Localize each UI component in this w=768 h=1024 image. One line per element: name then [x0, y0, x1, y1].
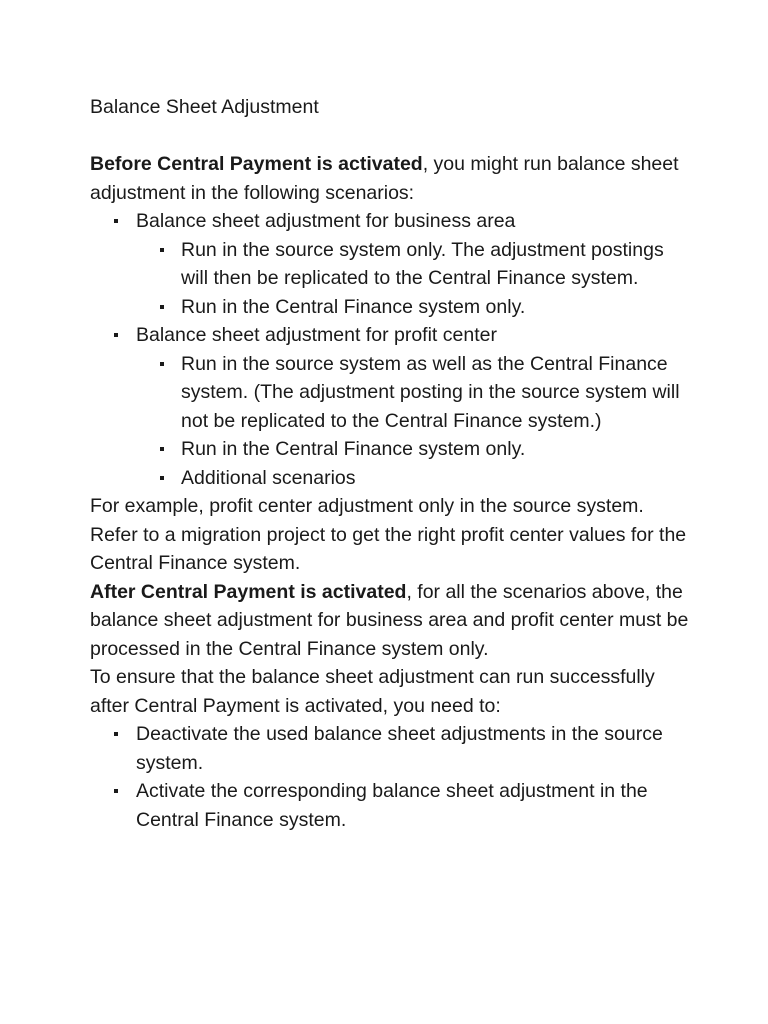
scenario-sublist	[136, 350, 690, 493]
list-item-text: Run in the Central Finance system only.	[181, 438, 526, 460]
ensure-paragraph: To ensure that the balance sheet adjustment can run successfully after Central Payment is activated, you need to:	[90, 666, 655, 717]
intro-text: , you might run balance sheet adjustment in the following scenarios:	[90, 153, 679, 204]
bullet-icon	[160, 305, 164, 309]
list-item	[90, 777, 690, 834]
intro-bold: Before Central Payment is activated	[90, 153, 423, 175]
document-title: Balance Sheet Adjustment	[90, 96, 319, 118]
document-page	[90, 93, 690, 834]
list-item-text: Run in the source system as well as the Central Finance system. (The adjustment posting in the source system will not be replicated to the Central Finance system.)	[181, 352, 680, 432]
list-item-text: Additional scenarios	[181, 466, 356, 489]
list-item	[136, 236, 690, 293]
list-item	[136, 464, 690, 493]
scenario-profit-center	[90, 321, 690, 492]
scenario-list	[90, 207, 690, 492]
list-item-text: Activate the corresponding balance sheet adjustment in the Central Finance system.	[136, 780, 648, 831]
after-bold: After Central Payment is activated	[90, 580, 407, 603]
scenario-sublist	[136, 236, 690, 322]
list-item-text: Run in the Central Finance system only.	[181, 295, 526, 318]
after-paragraph	[90, 578, 690, 664]
list-item-text: Run in the source system only. The adjustment postings will then be replicated to the Central Finance system.	[181, 238, 664, 289]
bullet-icon	[160, 476, 164, 480]
list-item	[136, 435, 690, 464]
bullet-icon	[160, 447, 164, 451]
bullet-icon	[114, 789, 118, 793]
list-item	[90, 720, 690, 777]
list-item	[136, 293, 690, 322]
scenario-business-area	[90, 207, 690, 321]
bullet-icon	[160, 248, 164, 252]
example-paragraph: For example, profit center adjustment only in the source system. Refer to a migration project to get the right profit center values for the Central Finance system.	[90, 495, 687, 574]
bullet-icon	[114, 219, 118, 223]
bullet-icon	[160, 362, 164, 366]
scenario-label: Balance sheet adjustment for profit center	[136, 324, 497, 346]
scenario-label: Balance sheet adjustment for business area	[136, 210, 516, 232]
bullet-icon	[114, 333, 118, 337]
list-item	[136, 350, 690, 436]
steps-list	[90, 720, 690, 834]
list-item-text: Deactivate the used balance sheet adjustments in the source system.	[136, 723, 663, 774]
intro-paragraph	[90, 150, 690, 207]
bullet-icon	[114, 732, 118, 736]
after-text: , for all the scenarios above, the balance sheet adjustment for business area and profit center must be processed in the Central Finance system only.	[90, 580, 689, 660]
